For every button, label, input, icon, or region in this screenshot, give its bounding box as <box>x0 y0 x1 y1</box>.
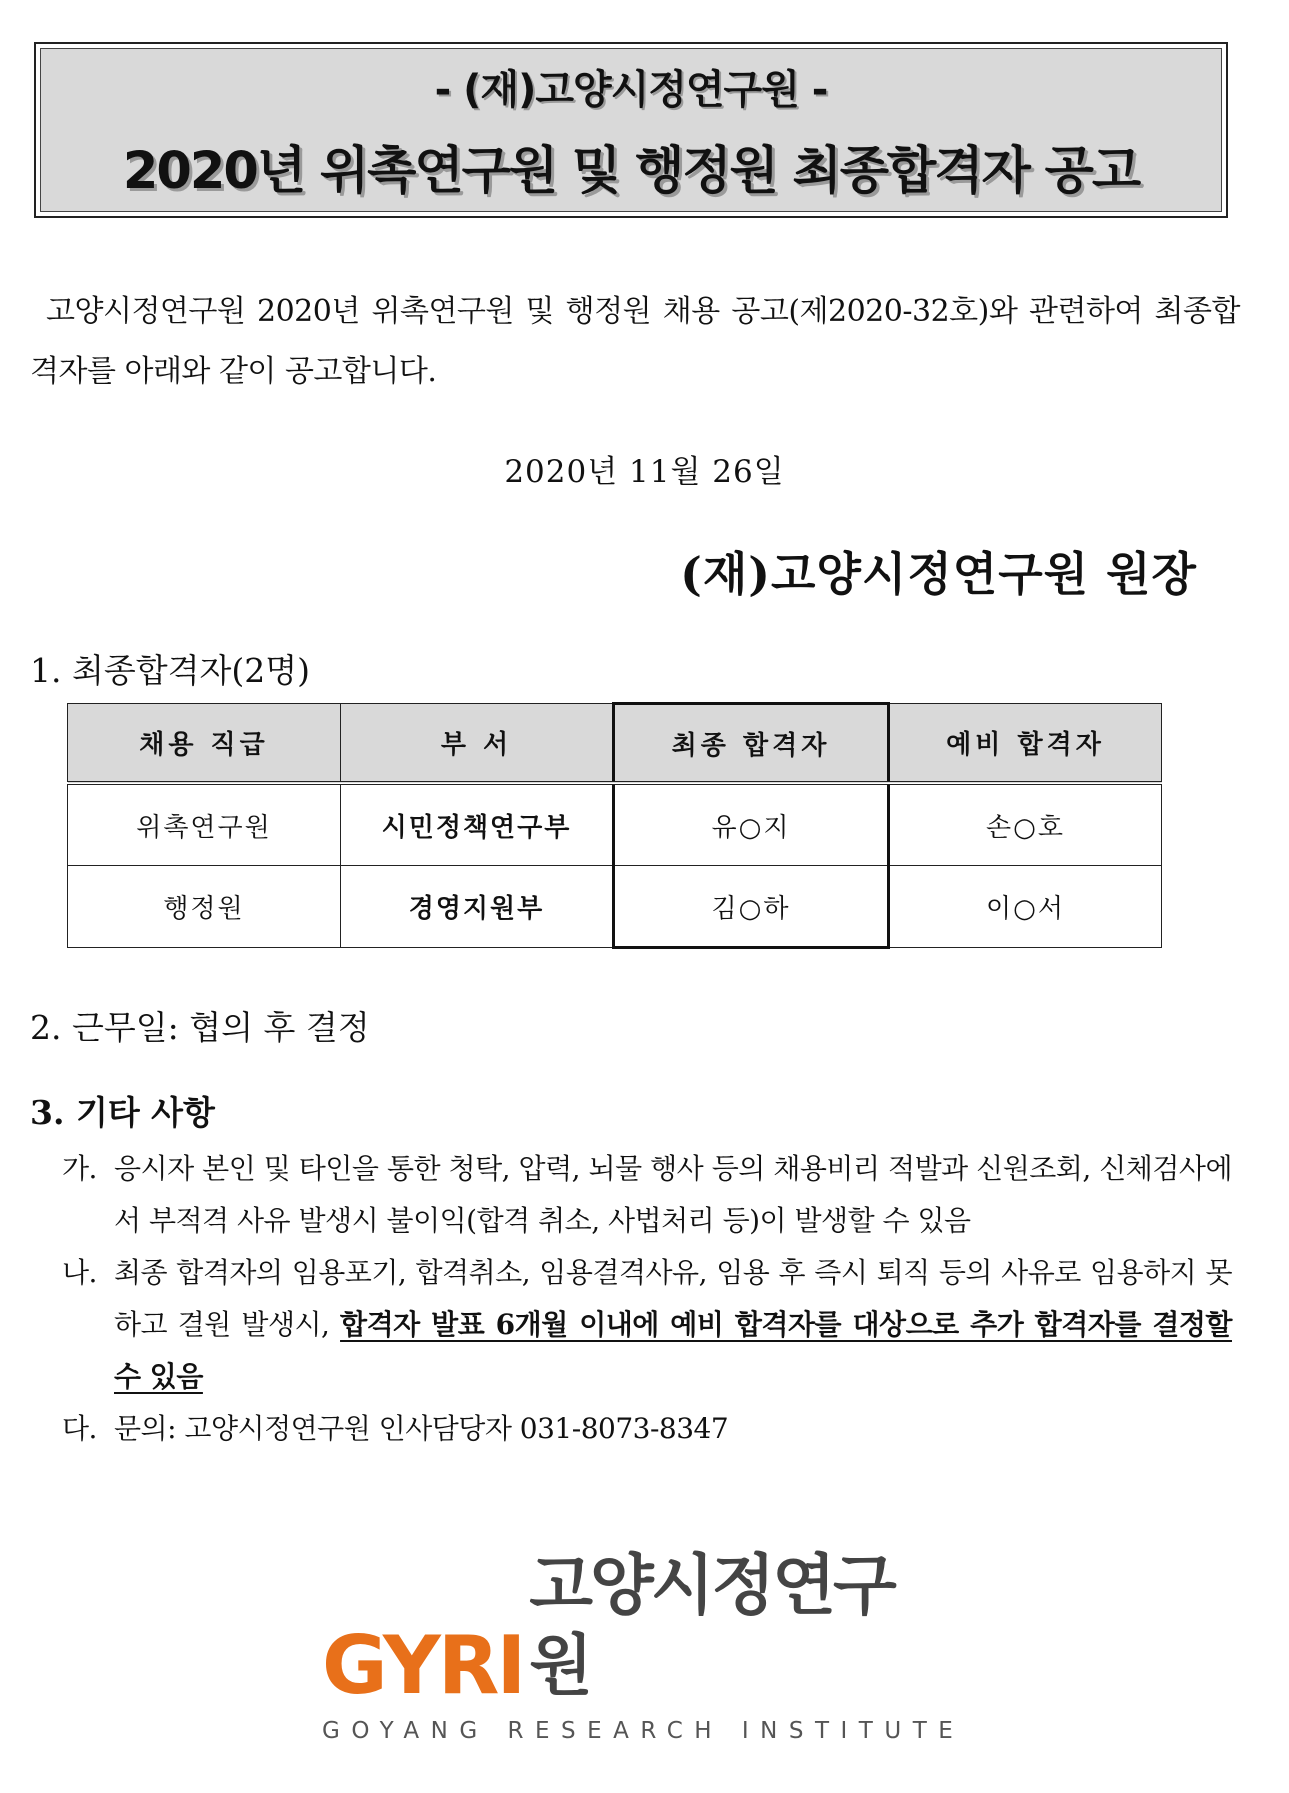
cell-reserve: 이○서 <box>889 866 1162 948</box>
section-other-title: 3. 기타 사항 <box>30 1093 215 1132</box>
list-marker: 다. <box>62 1412 97 1445</box>
other-notes-list <box>62 1143 1232 1455</box>
logo <box>322 1547 965 1744</box>
intro-paragraph: 고양시정연구원 2020년 위촉연구원 및 행정원 채용 공고(제2020-32호)와 관련하여 최종합격자를 아래와 같이 공고합니다. <box>30 294 1240 389</box>
table-row <box>68 866 1162 948</box>
logo-name: 고양시정연구원 <box>529 1547 894 1704</box>
section-final-candidates-title: 1. 최종합격자(2명) <box>30 651 310 690</box>
title-inner <box>40 48 1222 212</box>
note-text: 최종 합격자의 임용포기, 합격취소, 임용결격사유, 임용 후 즉시 퇴직 등의 사유로 임용하지 못하고 결원 발생시, <box>114 1256 1232 1341</box>
note-text: 응시자 본인 및 타인을 통한 청탁, 압력, 뇌물 행사 등의 채용비리 적발과 신원조회, 신체검사에서 부적격 사유 발생시 불이익(합격 취소, 사법처리 등)이 발생할 수 있음 <box>114 1152 1232 1237</box>
cell-final: 김○하 <box>614 866 889 948</box>
list-marker: 가. <box>62 1152 97 1185</box>
page-title: 2020년 위촉연구원 및 행정원 최종합격자 공고 <box>122 141 1140 201</box>
title-box <box>34 42 1228 218</box>
cell-department: 시민정책연구부 <box>341 783 614 866</box>
list-item <box>62 1143 1232 1247</box>
cell-position: 행정원 <box>68 866 341 948</box>
cell-final: 유○지 <box>614 783 889 866</box>
title-organization: - (재)고양시정연구원 - <box>434 66 828 113</box>
cell-reserve: 손○호 <box>889 783 1162 866</box>
section-work-date: 2. 근무일: 협의 후 결정 <box>30 1008 370 1047</box>
header-final: 최종 합격자 <box>614 704 889 784</box>
announcement-date: 2020년 11월 26일 <box>504 454 785 490</box>
logo-brand: GYRI <box>322 1619 524 1712</box>
cell-department: 경영지원부 <box>341 866 614 948</box>
note-body <box>114 1247 1232 1403</box>
list-item <box>62 1403 1232 1455</box>
table-header-row <box>68 704 1162 784</box>
note-text: 문의: 고양시정연구원 인사담당자 031-8073-8347 <box>114 1412 729 1445</box>
list-item <box>62 1247 1232 1403</box>
logo-subtitle: GOYANG RESEARCH INSTITUTE <box>322 1718 965 1744</box>
table-row <box>68 783 1162 866</box>
header-position: 채용 직급 <box>68 704 341 784</box>
logo-mark <box>322 1547 952 1712</box>
list-marker: 나. <box>62 1256 97 1289</box>
note-emphasis: 합격자 발표 6개월 이내에 예비 합격자를 대상으로 추가 합격자를 결정할 수 있음 <box>114 1308 1232 1393</box>
cell-position: 위촉연구원 <box>68 783 341 866</box>
final-candidates-table <box>67 702 1162 949</box>
signer: (재)고양시정연구원 원장 <box>680 547 1197 601</box>
header-reserve: 예비 합격자 <box>889 704 1162 784</box>
header-department: 부 서 <box>341 704 614 784</box>
